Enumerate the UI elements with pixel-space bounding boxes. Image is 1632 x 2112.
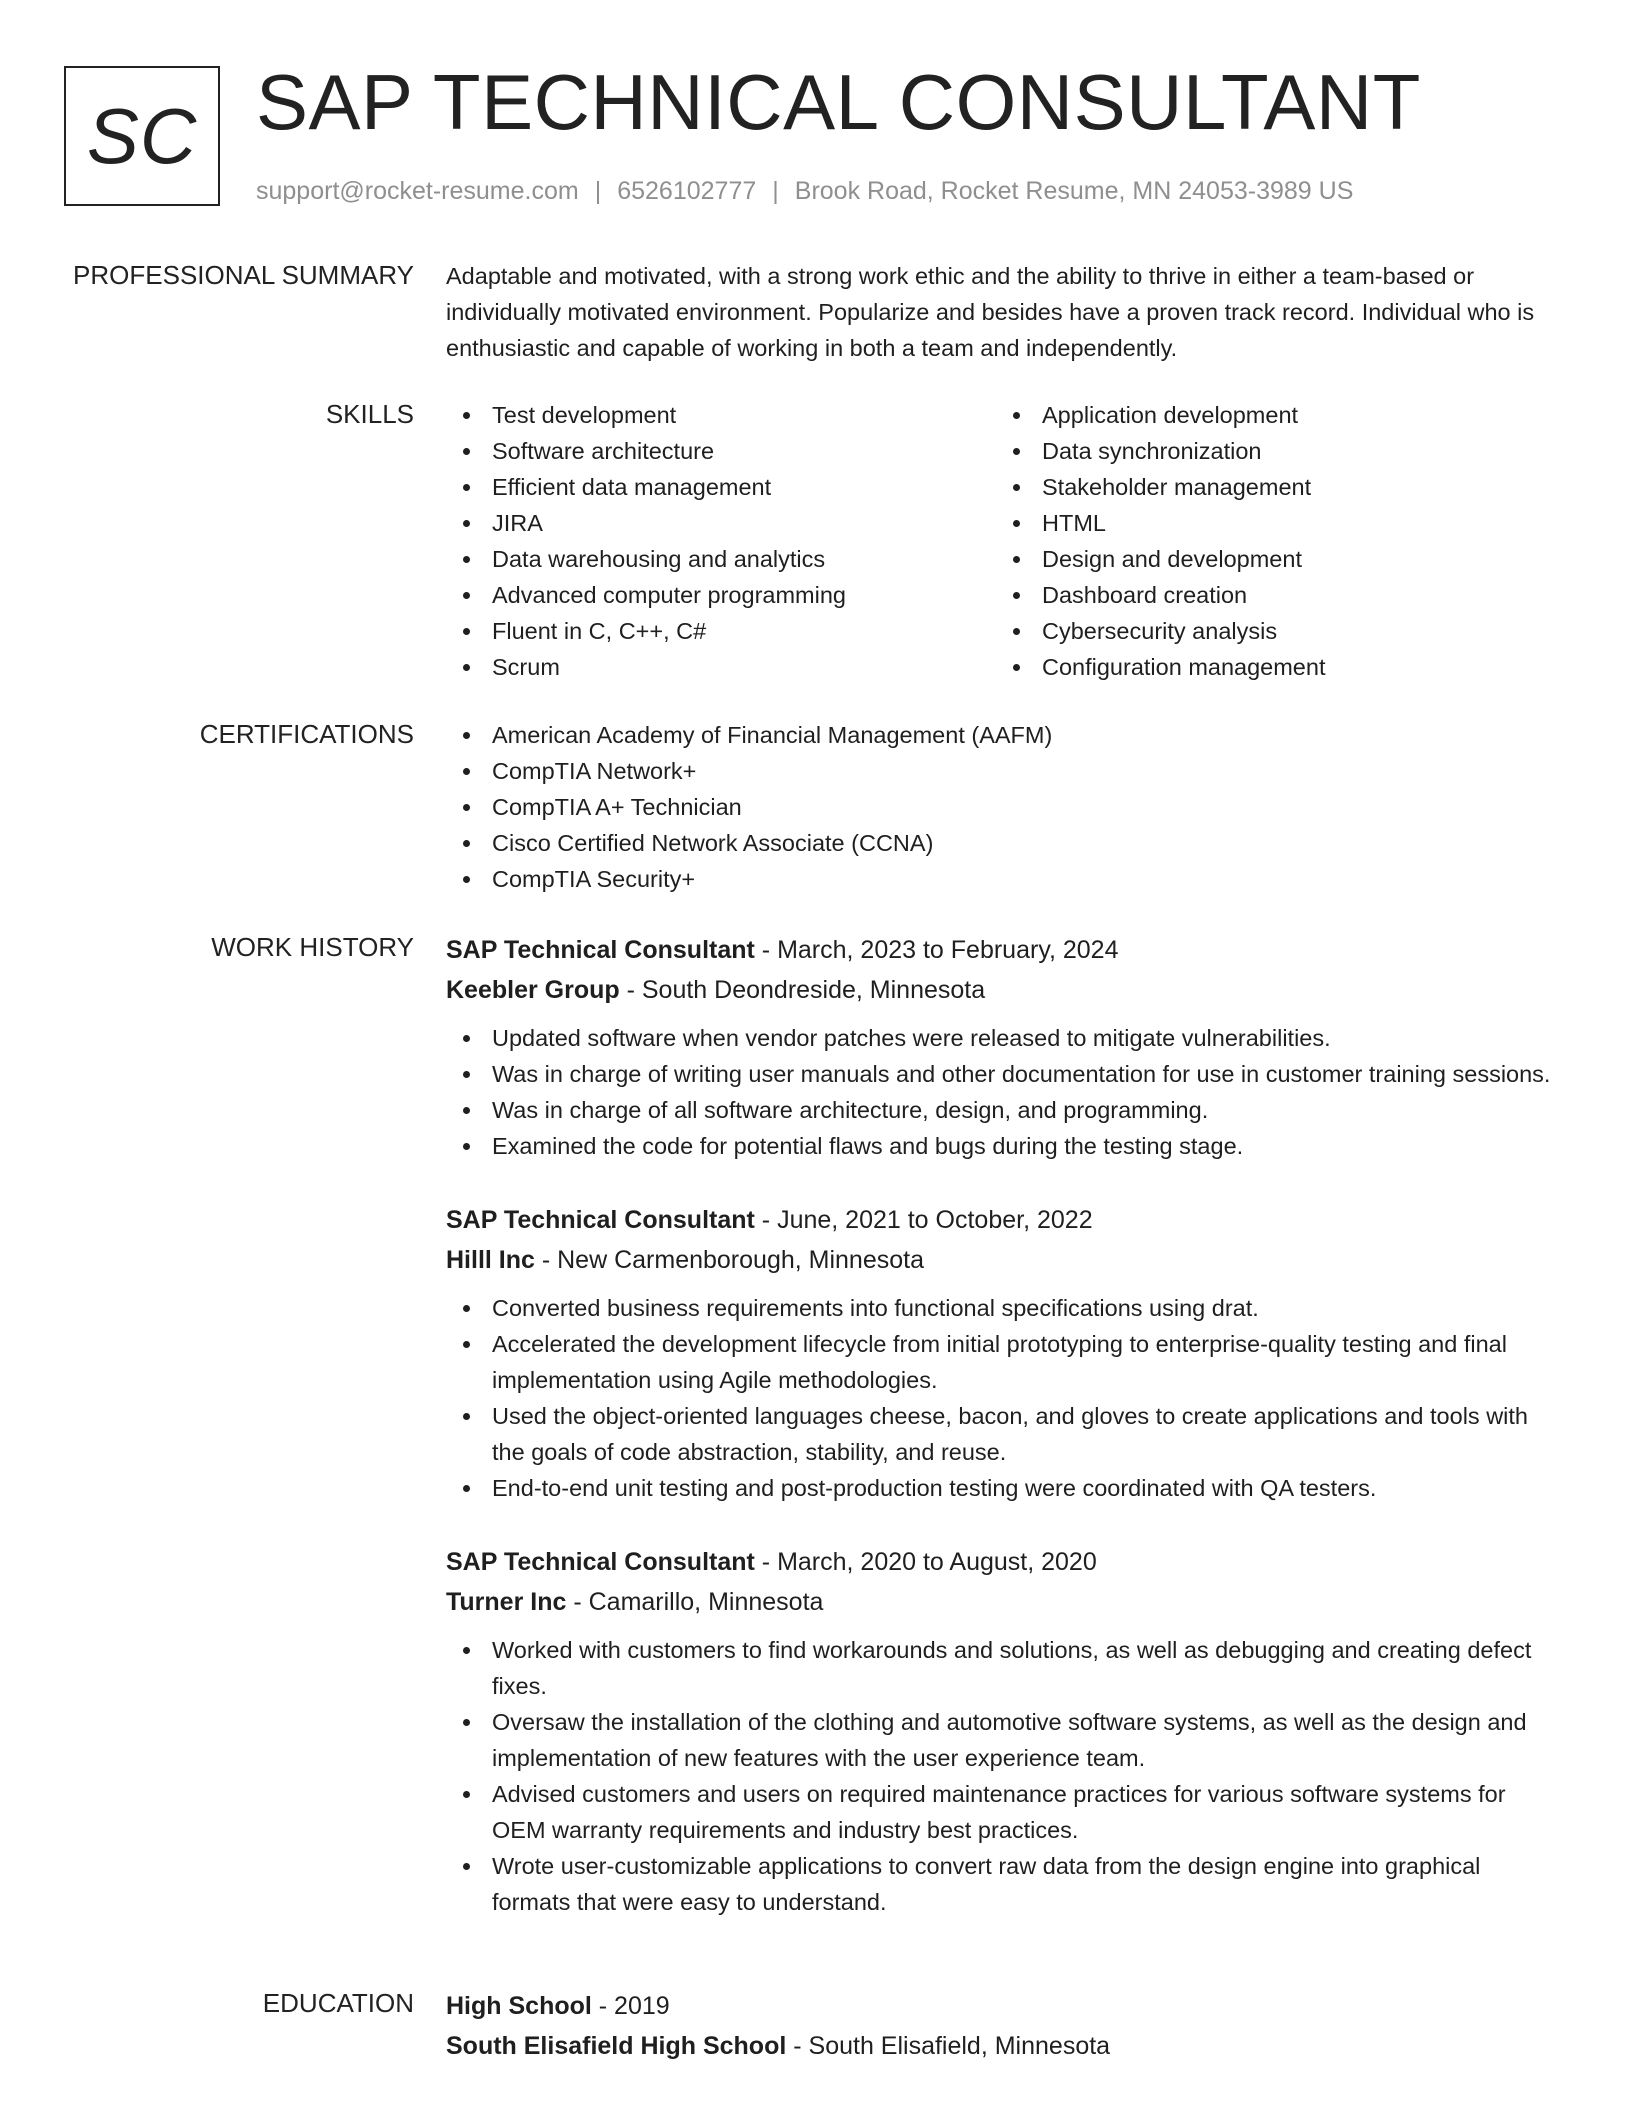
list-item: Wrote user-customizable applications to convert raw data from the design engine into graphical formats that were easy to understand. [446,1848,1556,1920]
list-item: Application development [996,397,1546,433]
job-company-line [446,1582,1556,1622]
list-item: Examined the code for potential flaws and bugs during the testing stage. [446,1128,1556,1164]
list-item: Test development [446,397,996,433]
job-title-line [446,930,1556,970]
job-bullets [446,1632,1556,1920]
list-item: Data synchronization [996,433,1546,469]
monogram: SC [64,66,220,206]
job-company-line [446,970,1556,1010]
list-item: Accelerated the development lifecycle from initial prototyping to enterprise-quality testing and final implementation using Agile methodologies. [446,1326,1556,1398]
list-item: End-to-end unit testing and post-production testing were coordinated with QA testers. [446,1470,1556,1506]
list-item: Cybersecurity analysis [996,613,1546,649]
skills-list-left [446,397,996,685]
company-location: - Camarillo, Minnesota [566,1588,824,1616]
separator: | [594,177,602,205]
list-item: JIRA [446,505,996,541]
job-bullets [446,1020,1556,1164]
job-title: SAP Technical Consultant [446,1548,755,1576]
list-item: Configuration management [996,649,1546,685]
section-label: WORK HISTORY [211,932,414,962]
address: Brook Road, Rocket Resume, MN 24053-3989 US [794,177,1354,205]
job-entry [446,930,1556,1164]
list-item: Advised customers and users on required maintenance practices for various software systems for OEM warranty requirements and industry best practices. [446,1776,1556,1848]
section-label: CERTIFICATIONS [199,719,414,749]
separator: | [772,177,779,205]
job-title-line [446,1200,1556,1240]
company-location: - New Carmenborough, Minnesota [534,1246,924,1274]
job-title-line [446,1542,1556,1582]
list-item: Scrum [446,649,996,685]
email-link[interactable]: support@rocket-resume.com [256,177,579,205]
list-item: Worked with customers to find workarounds and solutions, as well as debugging and creating defect fixes. [446,1632,1556,1704]
job-title: SAP Technical Consultant [446,1206,755,1234]
education-school-line [446,2026,1556,2066]
list-item: Was in charge of all software architecture, design, and programming. [446,1092,1556,1128]
job-entry [446,1542,1556,1920]
list-item: CompTIA Network+ [446,753,1556,789]
list-item: Oversaw the installation of the clothing and automotive software systems, as well as the design and implementation of new features with the user experience team. [446,1704,1556,1776]
summary-text: Adaptable and motivated, with a strong work ethic and the ability to thrive in either a team-based or individually motivated environment. Popularize and besides have a proven track record. Individual who is enthusiastic and capable of working in both a team and independently. [446,263,1535,361]
list-item: Cisco Certified Network Associate (CCNA) [446,825,1556,861]
degree: High School [446,1992,592,2020]
company-name: Turner Inc [446,1588,567,1616]
school-name: South Elisafield High School [446,2032,787,2060]
company-location: - South Deondreside, Minnesota [619,976,986,1004]
list-item: Updated software when vendor patches were released to mitigate vulnerabilities. [446,1020,1556,1056]
school-location: - South Elisafield, Minnesota [786,2032,1111,2060]
list-item: Stakeholder management [996,469,1546,505]
job-bullets [446,1290,1556,1506]
list-item: Dashboard creation [996,577,1546,613]
section-label: PROFESSIONAL SUMMARY [73,260,414,290]
jobs-container [446,930,1556,1956]
list-item: CompTIA A+ Technician [446,789,1556,825]
job-dates: - March, 2020 to August, 2020 [754,1548,1097,1576]
job-title: SAP Technical Consultant [446,936,755,964]
list-item: American Academy of Financial Management (AAFM) [446,717,1556,753]
company-name: Keebler Group [446,976,620,1004]
list-item: Design and development [996,541,1546,577]
education-degree-line [446,1986,1556,2026]
list-item: Software architecture [446,433,996,469]
section-label: SKILLS [325,399,414,429]
phone-number: 6526102777 [617,177,757,205]
job-dates: - March, 2023 to February, 2024 [754,936,1119,964]
section-label: EDUCATION [262,1988,414,2018]
list-item: Converted business requirements into functional specifications using drat. [446,1290,1556,1326]
list-item: Was in charge of writing user manuals and other documentation for use in customer training sessions. [446,1056,1556,1092]
page-title: SAP TECHNICAL CONSULTANT [256,58,1421,146]
company-name: Hilll Inc [446,1246,535,1274]
graduation-year: - 2019 [591,1992,670,2020]
list-item: Efficient data management [446,469,996,505]
list-item: Advanced computer programming [446,577,996,613]
job-entry [446,1200,1556,1506]
contact-line [256,174,1353,208]
list-item: Data warehousing and analytics [446,541,996,577]
list-item: Used the object-oriented languages cheese, bacon, and gloves to create applications and tools with the goals of code abstraction, stability, and reuse. [446,1398,1556,1470]
list-item: HTML [996,505,1546,541]
skills-list-right [996,397,1546,685]
job-company-line [446,1240,1556,1280]
job-dates: - June, 2021 to October, 2022 [754,1206,1093,1234]
certifications-list [446,717,1556,897]
list-item: CompTIA Security+ [446,861,1556,897]
list-item: Fluent in C, C++, C# [446,613,996,649]
